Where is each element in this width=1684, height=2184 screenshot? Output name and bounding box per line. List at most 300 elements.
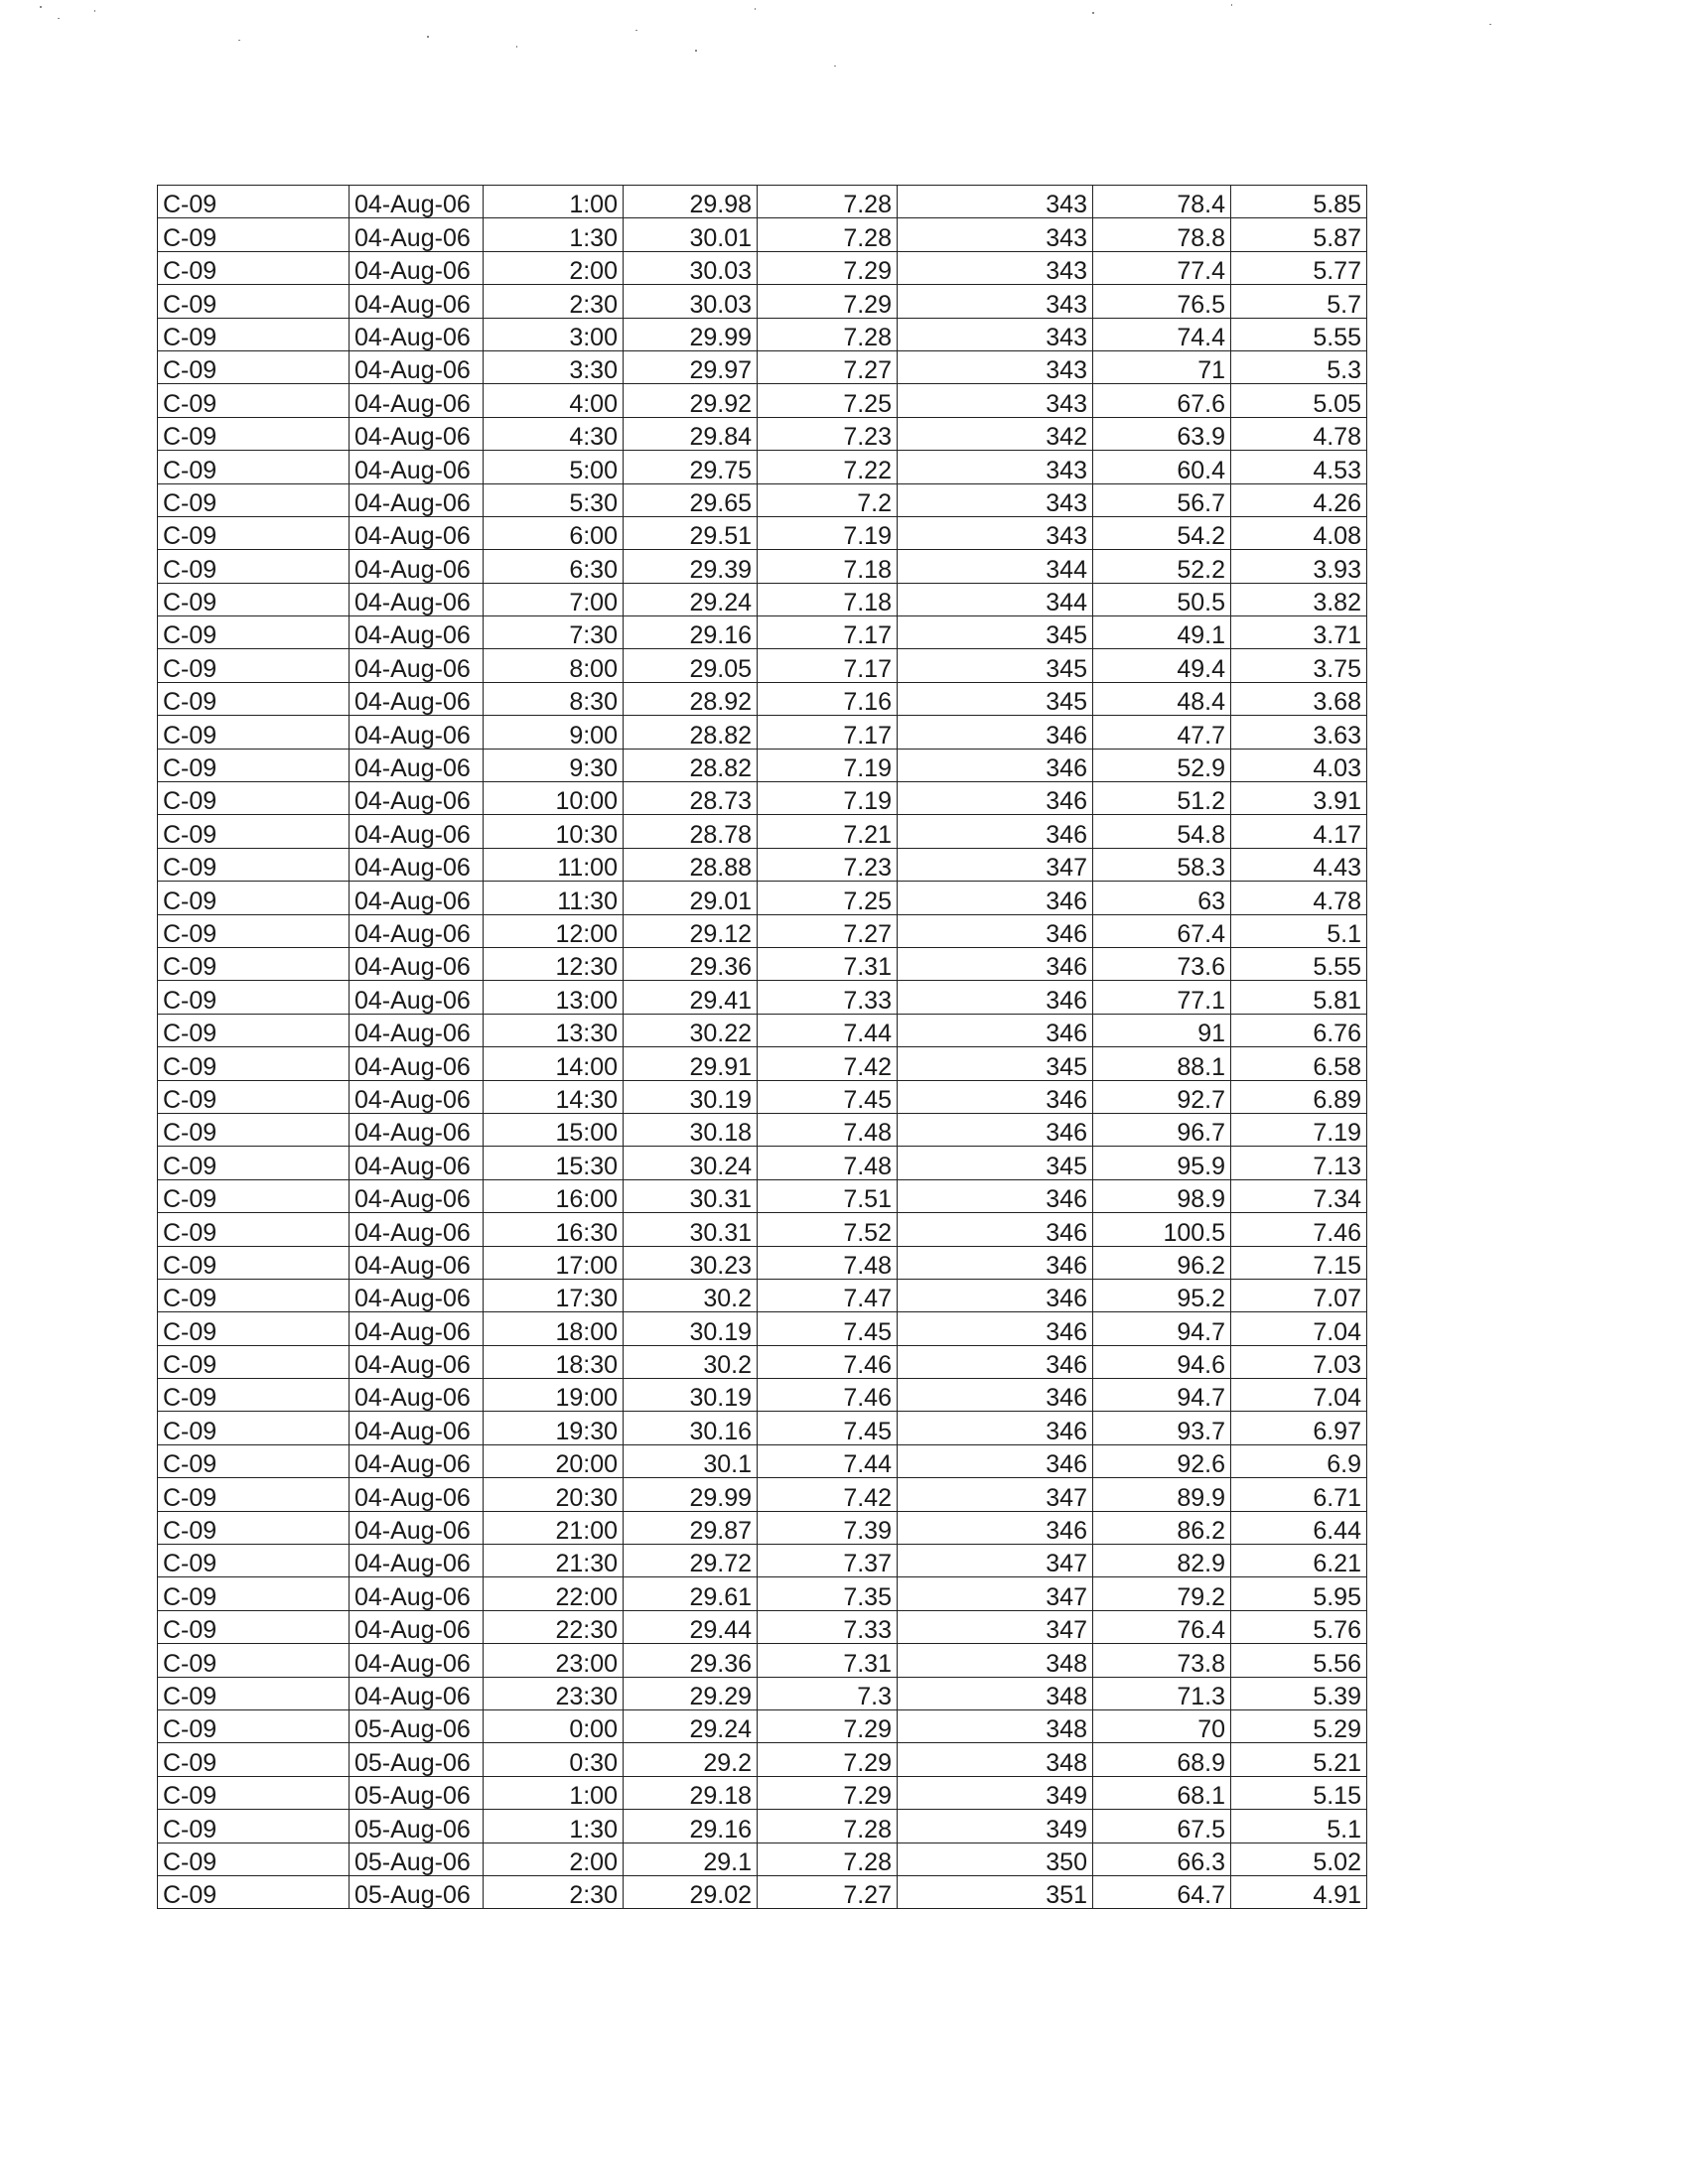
value-cell-4: 56.7 xyxy=(1093,483,1231,516)
value-cell-3: 347 xyxy=(898,1478,1093,1511)
value-cell-3: 346 xyxy=(898,815,1093,848)
value-cell-1: 29.24 xyxy=(624,1709,758,1742)
value-cell-2: 7.45 xyxy=(758,1080,898,1113)
value-cell-3: 346 xyxy=(898,782,1093,815)
value-cell-4: 78.8 xyxy=(1093,218,1231,251)
time-cell: 1:00 xyxy=(484,1776,624,1809)
table-row xyxy=(158,1644,1367,1677)
value-cell-1: 30.24 xyxy=(624,1147,758,1179)
date-cell: 04-Aug-06 xyxy=(350,384,484,417)
station-cell: C-09 xyxy=(158,1345,350,1378)
value-cell-5: 3.63 xyxy=(1231,716,1367,749)
value-cell-2: 7.42 xyxy=(758,1047,898,1080)
value-cell-4: 77.4 xyxy=(1093,251,1231,284)
value-cell-3: 350 xyxy=(898,1843,1093,1875)
table-row xyxy=(158,682,1367,715)
station-cell: C-09 xyxy=(158,616,350,649)
time-cell: 17:00 xyxy=(484,1246,624,1279)
station-cell: C-09 xyxy=(158,716,350,749)
station-cell: C-09 xyxy=(158,1511,350,1544)
value-cell-5: 6.58 xyxy=(1231,1047,1367,1080)
value-cell-5: 5.15 xyxy=(1231,1776,1367,1809)
scan-noise xyxy=(0,0,1684,79)
station-cell: C-09 xyxy=(158,218,350,251)
station-cell: C-09 xyxy=(158,1246,350,1279)
value-cell-4: 94.7 xyxy=(1093,1312,1231,1345)
value-cell-3: 346 xyxy=(898,1345,1093,1378)
table-row xyxy=(158,1776,1367,1809)
table-row xyxy=(158,1610,1367,1643)
value-cell-1: 29.97 xyxy=(624,350,758,383)
time-cell: 21:30 xyxy=(484,1545,624,1577)
value-cell-2: 7.46 xyxy=(758,1379,898,1412)
table-row xyxy=(158,451,1367,483)
value-cell-4: 67.4 xyxy=(1093,914,1231,947)
value-cell-5: 7.04 xyxy=(1231,1312,1367,1345)
value-cell-1: 29.16 xyxy=(624,616,758,649)
value-cell-5: 7.34 xyxy=(1231,1179,1367,1212)
value-cell-2: 7.48 xyxy=(758,1147,898,1179)
date-cell: 04-Aug-06 xyxy=(350,1279,484,1311)
table-row xyxy=(158,186,1367,218)
date-cell: 05-Aug-06 xyxy=(350,1810,484,1843)
date-cell: 04-Aug-06 xyxy=(350,186,484,218)
value-cell-3: 348 xyxy=(898,1709,1093,1742)
value-cell-2: 7.27 xyxy=(758,914,898,947)
time-cell: 20:30 xyxy=(484,1478,624,1511)
station-cell: C-09 xyxy=(158,815,350,848)
date-cell: 04-Aug-06 xyxy=(350,1113,484,1146)
value-cell-4: 92.6 xyxy=(1093,1444,1231,1477)
value-cell-4: 100.5 xyxy=(1093,1213,1231,1246)
station-cell: C-09 xyxy=(158,350,350,383)
value-cell-5: 4.91 xyxy=(1231,1875,1367,1908)
value-cell-2: 7.48 xyxy=(758,1113,898,1146)
value-cell-1: 28.73 xyxy=(624,782,758,815)
value-cell-3: 346 xyxy=(898,1179,1093,1212)
value-cell-5: 5.81 xyxy=(1231,981,1367,1014)
table-row xyxy=(158,350,1367,383)
value-cell-2: 7.51 xyxy=(758,1179,898,1212)
date-cell: 05-Aug-06 xyxy=(350,1776,484,1809)
value-cell-5: 6.97 xyxy=(1231,1412,1367,1444)
date-cell: 04-Aug-06 xyxy=(350,749,484,781)
time-cell: 16:00 xyxy=(484,1179,624,1212)
table-row xyxy=(158,1677,1367,1709)
value-cell-3: 343 xyxy=(898,516,1093,549)
value-cell-3: 343 xyxy=(898,451,1093,483)
date-cell: 04-Aug-06 xyxy=(350,451,484,483)
time-cell: 1:30 xyxy=(484,218,624,251)
value-cell-4: 60.4 xyxy=(1093,451,1231,483)
value-cell-4: 67.5 xyxy=(1093,1810,1231,1843)
value-cell-1: 29.98 xyxy=(624,186,758,218)
date-cell: 04-Aug-06 xyxy=(350,1014,484,1046)
value-cell-1: 30.19 xyxy=(624,1379,758,1412)
station-cell: C-09 xyxy=(158,981,350,1014)
value-cell-2: 7.28 xyxy=(758,1810,898,1843)
date-cell: 04-Aug-06 xyxy=(350,251,484,284)
date-cell: 04-Aug-06 xyxy=(350,1147,484,1179)
date-cell: 04-Aug-06 xyxy=(350,1511,484,1544)
date-cell: 04-Aug-06 xyxy=(350,981,484,1014)
value-cell-1: 29.99 xyxy=(624,318,758,350)
time-cell: 20:00 xyxy=(484,1444,624,1477)
time-cell: 13:00 xyxy=(484,981,624,1014)
value-cell-1: 30.16 xyxy=(624,1412,758,1444)
date-cell: 04-Aug-06 xyxy=(350,1412,484,1444)
value-cell-4: 50.5 xyxy=(1093,583,1231,615)
time-cell: 9:00 xyxy=(484,716,624,749)
value-cell-2: 7.29 xyxy=(758,1743,898,1776)
value-cell-3: 346 xyxy=(898,1511,1093,1544)
value-cell-4: 52.9 xyxy=(1093,749,1231,781)
value-cell-2: 7.19 xyxy=(758,782,898,815)
value-cell-3: 343 xyxy=(898,218,1093,251)
value-cell-2: 7.27 xyxy=(758,1875,898,1908)
value-cell-4: 64.7 xyxy=(1093,1875,1231,1908)
table-row xyxy=(158,285,1367,318)
time-cell: 5:00 xyxy=(484,451,624,483)
date-cell: 04-Aug-06 xyxy=(350,550,484,583)
value-cell-2: 7.46 xyxy=(758,1345,898,1378)
value-cell-3: 346 xyxy=(898,1279,1093,1311)
station-cell: C-09 xyxy=(158,1047,350,1080)
date-cell: 04-Aug-06 xyxy=(350,1080,484,1113)
table-row xyxy=(158,1379,1367,1412)
value-cell-4: 66.3 xyxy=(1093,1843,1231,1875)
value-cell-5: 5.76 xyxy=(1231,1610,1367,1643)
time-cell: 19:30 xyxy=(484,1412,624,1444)
value-cell-3: 343 xyxy=(898,318,1093,350)
value-cell-1: 30.1 xyxy=(624,1444,758,1477)
time-cell: 3:30 xyxy=(484,350,624,383)
time-cell: 8:00 xyxy=(484,649,624,682)
value-cell-4: 51.2 xyxy=(1093,782,1231,815)
date-cell: 04-Aug-06 xyxy=(350,285,484,318)
value-cell-1: 29.65 xyxy=(624,483,758,516)
value-cell-2: 7.35 xyxy=(758,1577,898,1610)
value-cell-2: 7.2 xyxy=(758,483,898,516)
value-cell-5: 7.03 xyxy=(1231,1345,1367,1378)
value-cell-5: 5.1 xyxy=(1231,1810,1367,1843)
time-cell: 2:00 xyxy=(484,251,624,284)
value-cell-1: 30.19 xyxy=(624,1080,758,1113)
value-cell-3: 346 xyxy=(898,1113,1093,1146)
table-row xyxy=(158,1213,1367,1246)
time-cell: 4:30 xyxy=(484,417,624,450)
value-cell-4: 96.7 xyxy=(1093,1113,1231,1146)
station-cell: C-09 xyxy=(158,1743,350,1776)
value-cell-1: 28.92 xyxy=(624,682,758,715)
value-cell-3: 346 xyxy=(898,749,1093,781)
table-row xyxy=(158,1246,1367,1279)
value-cell-3: 343 xyxy=(898,483,1093,516)
time-cell: 1:00 xyxy=(484,186,624,218)
time-cell: 14:00 xyxy=(484,1047,624,1080)
value-cell-5: 5.87 xyxy=(1231,218,1367,251)
table-body xyxy=(158,186,1367,1909)
value-cell-5: 4.43 xyxy=(1231,848,1367,881)
value-cell-1: 30.01 xyxy=(624,218,758,251)
table-row xyxy=(158,1412,1367,1444)
value-cell-2: 7.18 xyxy=(758,583,898,615)
value-cell-2: 7.28 xyxy=(758,318,898,350)
value-cell-3: 345 xyxy=(898,1047,1093,1080)
station-cell: C-09 xyxy=(158,682,350,715)
value-cell-5: 5.7 xyxy=(1231,285,1367,318)
value-cell-3: 351 xyxy=(898,1875,1093,1908)
date-cell: 04-Aug-06 xyxy=(350,1246,484,1279)
station-cell: C-09 xyxy=(158,1179,350,1212)
table-row xyxy=(158,1743,1367,1776)
value-cell-1: 29.61 xyxy=(624,1577,758,1610)
value-cell-1: 29.44 xyxy=(624,1610,758,1643)
time-cell: 7:00 xyxy=(484,583,624,615)
value-cell-1: 28.88 xyxy=(624,848,758,881)
value-cell-1: 30.2 xyxy=(624,1345,758,1378)
value-cell-5: 3.68 xyxy=(1231,682,1367,715)
value-cell-1: 29.87 xyxy=(624,1511,758,1544)
time-cell: 4:00 xyxy=(484,384,624,417)
table-row xyxy=(158,947,1367,980)
value-cell-3: 345 xyxy=(898,649,1093,682)
table-row xyxy=(158,815,1367,848)
date-cell: 04-Aug-06 xyxy=(350,516,484,549)
value-cell-1: 30.23 xyxy=(624,1246,758,1279)
table-row xyxy=(158,251,1367,284)
table-row xyxy=(158,483,1367,516)
station-cell: C-09 xyxy=(158,1545,350,1577)
value-cell-1: 29.99 xyxy=(624,1478,758,1511)
value-cell-5: 4.26 xyxy=(1231,483,1367,516)
value-cell-1: 30.31 xyxy=(624,1213,758,1246)
value-cell-5: 4.03 xyxy=(1231,749,1367,781)
date-cell: 04-Aug-06 xyxy=(350,649,484,682)
table-row xyxy=(158,1113,1367,1146)
value-cell-4: 71 xyxy=(1093,350,1231,383)
value-cell-5: 4.53 xyxy=(1231,451,1367,483)
value-cell-5: 5.29 xyxy=(1231,1709,1367,1742)
value-cell-3: 348 xyxy=(898,1743,1093,1776)
date-cell: 04-Aug-06 xyxy=(350,1577,484,1610)
time-cell: 2:00 xyxy=(484,1843,624,1875)
table-row xyxy=(158,1478,1367,1511)
value-cell-5: 6.21 xyxy=(1231,1545,1367,1577)
time-cell: 18:00 xyxy=(484,1312,624,1345)
station-cell: C-09 xyxy=(158,285,350,318)
value-cell-2: 7.17 xyxy=(758,649,898,682)
time-cell: 12:00 xyxy=(484,914,624,947)
value-cell-3: 346 xyxy=(898,1014,1093,1046)
station-cell: C-09 xyxy=(158,782,350,815)
value-cell-1: 29.01 xyxy=(624,882,758,914)
station-cell: C-09 xyxy=(158,1014,350,1046)
table-row xyxy=(158,1047,1367,1080)
value-cell-4: 89.9 xyxy=(1093,1478,1231,1511)
time-cell: 6:00 xyxy=(484,516,624,549)
value-cell-4: 76.4 xyxy=(1093,1610,1231,1643)
value-cell-1: 28.82 xyxy=(624,716,758,749)
value-cell-1: 28.78 xyxy=(624,815,758,848)
value-cell-3: 343 xyxy=(898,384,1093,417)
value-cell-4: 98.9 xyxy=(1093,1179,1231,1212)
date-cell: 04-Aug-06 xyxy=(350,682,484,715)
time-cell: 15:30 xyxy=(484,1147,624,1179)
table-row xyxy=(158,1875,1367,1908)
time-cell: 0:00 xyxy=(484,1709,624,1742)
value-cell-4: 88.1 xyxy=(1093,1047,1231,1080)
table-row xyxy=(158,1810,1367,1843)
station-cell: C-09 xyxy=(158,1379,350,1412)
value-cell-5: 7.46 xyxy=(1231,1213,1367,1246)
time-cell: 17:30 xyxy=(484,1279,624,1311)
time-cell: 10:00 xyxy=(484,782,624,815)
table-row xyxy=(158,914,1367,947)
station-cell: C-09 xyxy=(158,1709,350,1742)
time-cell: 14:30 xyxy=(484,1080,624,1113)
value-cell-4: 76.5 xyxy=(1093,285,1231,318)
time-cell: 1:30 xyxy=(484,1810,624,1843)
value-cell-4: 73.8 xyxy=(1093,1644,1231,1677)
station-cell: C-09 xyxy=(158,1875,350,1908)
value-cell-3: 342 xyxy=(898,417,1093,450)
value-cell-1: 29.84 xyxy=(624,417,758,450)
value-cell-4: 63.9 xyxy=(1093,417,1231,450)
table-row xyxy=(158,218,1367,251)
value-cell-1: 29.36 xyxy=(624,1644,758,1677)
station-cell: C-09 xyxy=(158,1478,350,1511)
value-cell-3: 346 xyxy=(898,716,1093,749)
value-cell-5: 5.05 xyxy=(1231,384,1367,417)
value-cell-1: 30.19 xyxy=(624,1312,758,1345)
station-cell: C-09 xyxy=(158,914,350,947)
time-cell: 5:30 xyxy=(484,483,624,516)
value-cell-1: 29.41 xyxy=(624,981,758,1014)
value-cell-3: 346 xyxy=(898,1412,1093,1444)
time-cell: 19:00 xyxy=(484,1379,624,1412)
value-cell-5: 5.85 xyxy=(1231,186,1367,218)
table-row xyxy=(158,1279,1367,1311)
time-cell: 9:30 xyxy=(484,749,624,781)
data-table xyxy=(157,185,1367,1909)
value-cell-4: 49.4 xyxy=(1093,649,1231,682)
station-cell: C-09 xyxy=(158,1080,350,1113)
value-cell-4: 73.6 xyxy=(1093,947,1231,980)
value-cell-5: 7.13 xyxy=(1231,1147,1367,1179)
value-cell-1: 30.18 xyxy=(624,1113,758,1146)
date-cell: 04-Aug-06 xyxy=(350,1644,484,1677)
date-cell: 04-Aug-06 xyxy=(350,1610,484,1643)
date-cell: 04-Aug-06 xyxy=(350,1478,484,1511)
value-cell-1: 29.39 xyxy=(624,550,758,583)
value-cell-3: 347 xyxy=(898,848,1093,881)
value-cell-2: 7.45 xyxy=(758,1412,898,1444)
value-cell-1: 29.75 xyxy=(624,451,758,483)
date-cell: 04-Aug-06 xyxy=(350,583,484,615)
value-cell-1: 29.72 xyxy=(624,1545,758,1577)
table-row xyxy=(158,782,1367,815)
value-cell-5: 4.17 xyxy=(1231,815,1367,848)
value-cell-4: 77.1 xyxy=(1093,981,1231,1014)
table-row xyxy=(158,848,1367,881)
value-cell-3: 343 xyxy=(898,251,1093,284)
value-cell-4: 96.2 xyxy=(1093,1246,1231,1279)
value-cell-3: 348 xyxy=(898,1677,1093,1709)
time-cell: 21:00 xyxy=(484,1511,624,1544)
value-cell-2: 7.33 xyxy=(758,981,898,1014)
date-cell: 04-Aug-06 xyxy=(350,1047,484,1080)
value-cell-4: 54.2 xyxy=(1093,516,1231,549)
table-row xyxy=(158,1709,1367,1742)
table-row xyxy=(158,981,1367,1014)
value-cell-3: 347 xyxy=(898,1545,1093,1577)
date-cell: 05-Aug-06 xyxy=(350,1843,484,1875)
table-row xyxy=(158,882,1367,914)
value-cell-1: 29.92 xyxy=(624,384,758,417)
date-cell: 04-Aug-06 xyxy=(350,1444,484,1477)
table-row xyxy=(158,1312,1367,1345)
table-row xyxy=(158,1577,1367,1610)
value-cell-2: 7.37 xyxy=(758,1545,898,1577)
value-cell-3: 349 xyxy=(898,1810,1093,1843)
station-cell: C-09 xyxy=(158,1147,350,1179)
value-cell-3: 346 xyxy=(898,981,1093,1014)
time-cell: 0:30 xyxy=(484,1743,624,1776)
value-cell-1: 30.22 xyxy=(624,1014,758,1046)
table-row xyxy=(158,550,1367,583)
value-cell-5: 7.04 xyxy=(1231,1379,1367,1412)
value-cell-3: 347 xyxy=(898,1610,1093,1643)
value-cell-2: 7.29 xyxy=(758,1709,898,1742)
value-cell-5: 6.44 xyxy=(1231,1511,1367,1544)
time-cell: 22:30 xyxy=(484,1610,624,1643)
time-cell: 23:30 xyxy=(484,1677,624,1709)
value-cell-2: 7.22 xyxy=(758,451,898,483)
station-cell: C-09 xyxy=(158,1810,350,1843)
date-cell: 04-Aug-06 xyxy=(350,616,484,649)
value-cell-4: 68.9 xyxy=(1093,1743,1231,1776)
time-cell: 11:00 xyxy=(484,848,624,881)
value-cell-3: 347 xyxy=(898,1577,1093,1610)
table-row xyxy=(158,616,1367,649)
value-cell-4: 63 xyxy=(1093,882,1231,914)
value-cell-1: 29.02 xyxy=(624,1875,758,1908)
value-cell-5: 6.71 xyxy=(1231,1478,1367,1511)
value-cell-2: 7.23 xyxy=(758,417,898,450)
date-cell: 05-Aug-06 xyxy=(350,1875,484,1908)
table-row xyxy=(158,417,1367,450)
value-cell-5: 4.08 xyxy=(1231,516,1367,549)
date-cell: 04-Aug-06 xyxy=(350,914,484,947)
date-cell: 04-Aug-06 xyxy=(350,716,484,749)
value-cell-2: 7.3 xyxy=(758,1677,898,1709)
value-cell-2: 7.33 xyxy=(758,1610,898,1643)
station-cell: C-09 xyxy=(158,550,350,583)
value-cell-3: 343 xyxy=(898,350,1093,383)
station-cell: C-09 xyxy=(158,1444,350,1477)
time-cell: 22:00 xyxy=(484,1577,624,1610)
date-cell: 04-Aug-06 xyxy=(350,417,484,450)
date-cell: 04-Aug-06 xyxy=(350,1677,484,1709)
value-cell-1: 29.16 xyxy=(624,1810,758,1843)
value-cell-4: 48.4 xyxy=(1093,682,1231,715)
value-cell-3: 346 xyxy=(898,1213,1093,1246)
date-cell: 04-Aug-06 xyxy=(350,882,484,914)
station-cell: C-09 xyxy=(158,1213,350,1246)
value-cell-4: 82.9 xyxy=(1093,1545,1231,1577)
value-cell-5: 6.9 xyxy=(1231,1444,1367,1477)
